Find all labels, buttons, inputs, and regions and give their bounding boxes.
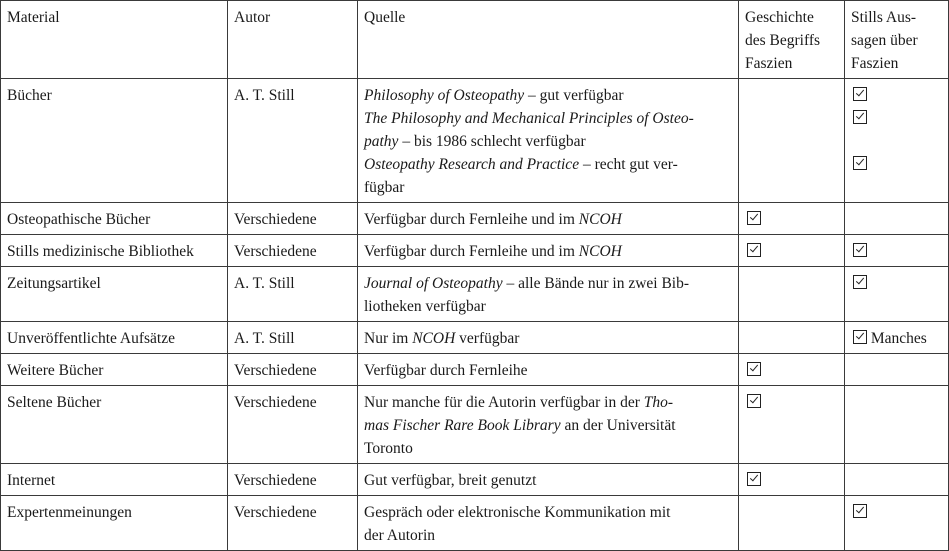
quelle-line: Toronto (364, 440, 413, 457)
quelle-line: der Autorin (364, 527, 436, 544)
cell-quelle: Gut verfügbar, breit genutzt (358, 464, 739, 496)
journal-title: Journal of Osteopathy (364, 275, 503, 292)
table-row (1, 464, 949, 496)
quelle-line: liotheken verfügbar (364, 298, 486, 315)
cell-geschichte (739, 79, 845, 203)
table-row (1, 267, 949, 322)
table-row (1, 322, 949, 354)
cell-quelle (358, 267, 739, 322)
ncoh-label: NCOH (412, 330, 456, 347)
checkbox-checked-icon (853, 275, 867, 289)
cell-geschichte (739, 464, 845, 496)
quelle-line (364, 107, 732, 130)
header-quelle: Quelle (358, 1, 739, 79)
quelle-line: fügbar (364, 179, 405, 196)
cell-geschichte (739, 322, 845, 354)
quelle-text: Verfügbar durch Fernleihe und im (364, 243, 579, 260)
quelle-text: – gut verfügbar (524, 87, 624, 104)
header-row (1, 1, 949, 79)
cell-quelle (358, 79, 739, 203)
table-row (1, 235, 949, 267)
book-title: Osteopathy Research and Practice (364, 156, 580, 173)
cell-material: Internet (1, 464, 228, 496)
cell-quelle (358, 496, 739, 551)
header-stills-line: sagen über (851, 32, 918, 49)
checkbox-checked-icon (853, 87, 867, 101)
table-row (1, 386, 949, 464)
quelle-line (364, 153, 732, 176)
cell-stills (845, 464, 949, 496)
checkbox-checked-icon (747, 394, 761, 408)
cell-material: Seltene Bücher (1, 386, 228, 464)
header-stills (845, 1, 949, 79)
cell-quelle (358, 386, 739, 464)
header-stills-line: Faszien (851, 55, 899, 72)
cell-autor: A. T. Still (228, 79, 358, 203)
cell-geschichte (739, 386, 845, 464)
cell-material: Stills medizinische Bibliothek (1, 235, 228, 267)
cell-geschichte (739, 354, 845, 386)
cell-material: Zeitungsartikel (1, 267, 228, 322)
header-geschichte-line: Faszien (745, 55, 793, 72)
checkbox-checked-icon (853, 110, 867, 124)
library-name: mas Fischer Rare Book Library (364, 417, 561, 434)
checkbox-checked-icon (747, 211, 761, 225)
header-geschichte (739, 1, 845, 79)
cell-material: Expertenmeinungen (1, 496, 228, 551)
cell-autor: Verschiedene (228, 354, 358, 386)
cell-geschichte (739, 267, 845, 322)
cell-autor: Verschiedene (228, 235, 358, 267)
cell-stills (845, 496, 949, 551)
cell-stills (845, 203, 949, 235)
book-title: Philosophy of Osteopathy (364, 87, 525, 104)
checkbox-checked-icon (853, 156, 867, 170)
quelle-text: Verfügbar durch Fernleihe und im (364, 211, 579, 228)
quelle-line (364, 272, 732, 295)
cell-quelle (358, 235, 739, 267)
quelle-line (364, 130, 732, 153)
table-row (1, 496, 949, 551)
checkbox-checked-icon (853, 243, 867, 257)
cell-geschichte (739, 203, 845, 235)
cell-stills (845, 354, 949, 386)
checkbox-checked-icon (747, 362, 761, 376)
cell-material: Osteopathische Bücher (1, 203, 228, 235)
cell-autor: Verschiedene (228, 464, 358, 496)
quelle-line: Gespräch oder elektronische Kommunikation mit (364, 504, 671, 521)
cell-stills (845, 322, 949, 354)
stills-note: Manches (870, 330, 927, 347)
cell-geschichte (739, 235, 845, 267)
header-geschichte-line: Geschichte (745, 9, 814, 26)
library-name: Tho- (643, 394, 674, 411)
quelle-text: an der Universität (560, 417, 676, 434)
book-title: pathy (364, 133, 399, 150)
table-row (1, 203, 949, 235)
quelle-text: Nur manche für die Autorin verfügbar in der (364, 394, 644, 411)
cell-quelle (358, 322, 739, 354)
quelle-line (364, 391, 732, 414)
cell-stills (845, 79, 949, 203)
quelle-text: – recht gut ver- (579, 156, 678, 173)
cell-material: Unveröffentlichte Aufsätze (1, 322, 228, 354)
quelle-line (364, 84, 732, 107)
quelle-text: – bis 1986 schlecht verfügbar (398, 133, 586, 150)
book-title: The Philosophy and Mechanical Principles of Osteo- (364, 110, 694, 127)
quelle-text: Nur im (364, 330, 413, 347)
checkbox-checked-icon (853, 330, 867, 344)
header-material: Material (1, 1, 228, 79)
cell-stills (845, 267, 949, 322)
cell-stills (845, 235, 949, 267)
cell-quelle (358, 203, 739, 235)
header-stills-line: Stills Aus- (851, 9, 917, 26)
cell-autor: Verschiedene (228, 203, 358, 235)
header-geschichte-line: des Begriffs (745, 32, 821, 49)
table-row (1, 354, 949, 386)
header-autor: Autor (228, 1, 358, 79)
checkbox-checked-icon (853, 504, 867, 518)
checkbox-checked-icon (747, 243, 761, 257)
ncoh-label: NCOH (578, 243, 622, 260)
quelle-line (364, 414, 732, 437)
checkbox-checked-icon (747, 472, 761, 486)
cell-material: Weitere Bücher (1, 354, 228, 386)
table-row (1, 79, 949, 203)
cell-stills (845, 386, 949, 464)
cell-geschichte (739, 496, 845, 551)
cell-autor: Verschiedene (228, 386, 358, 464)
ncoh-label: NCOH (578, 211, 622, 228)
cell-quelle: Verfügbar durch Fernleihe (358, 354, 739, 386)
cell-autor: A. T. Still (228, 322, 358, 354)
quelle-text: verfügbar (455, 330, 520, 347)
cell-autor: Verschiedene (228, 496, 358, 551)
cell-autor: A. T. Still (228, 267, 358, 322)
cell-material: Bücher (1, 79, 228, 203)
quelle-text: – alle Bände nur in zwei Bib- (502, 275, 690, 292)
